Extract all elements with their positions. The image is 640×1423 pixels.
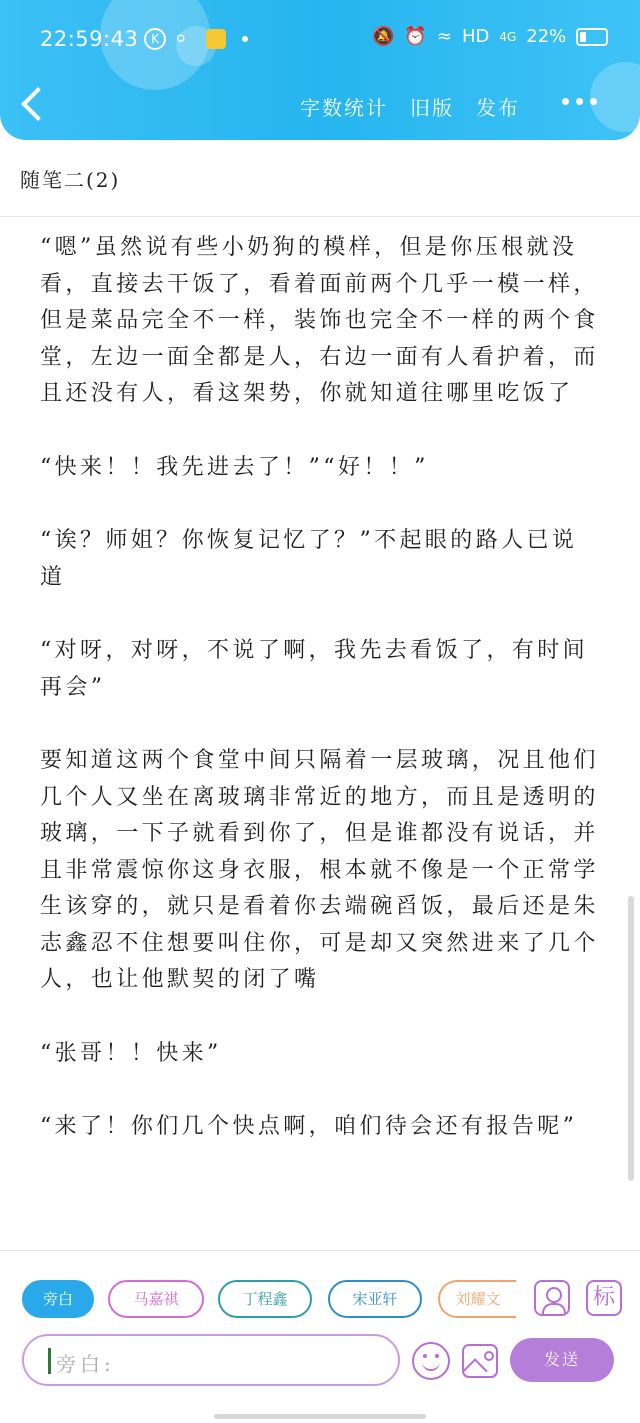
book-app-icon [206,29,226,49]
emoji-icon[interactable] [412,1342,450,1380]
notification-dot-icon [242,36,248,42]
character-chip-narrator[interactable]: 旁白 [22,1280,94,1318]
paragraph: “嗯”虽然说有些小奶狗的模样，但是你压根就没看，直接去干饭了，看着面前两个几乎一模一样，但是菜品完全不一样，装饰也完全不一样的两个食堂，左边一面全都是人，右边一面有人看护着，而且还没有人，看这架势，你就知道往哪里吃饭了 [40,235,599,406]
scrollbar[interactable] [628,896,634,1181]
battery-percent: 22% [526,26,567,47]
app-header [0,0,640,140]
battery-icon [576,28,608,46]
tag-icon[interactable]: 标 [586,1280,622,1316]
mute-bell-icon: 🔕 [372,26,395,47]
home-indicator[interactable] [214,1414,426,1419]
more-menu-icon[interactable] [562,98,597,105]
old-version-button[interactable]: 旧版 [410,96,454,120]
input-placeholder: 旁白: [56,1352,115,1376]
send-button[interactable]: 发送 [510,1338,614,1382]
word-count-button[interactable]: 字数统计 [300,96,388,120]
paragraph: “张哥！！快来” [40,1040,222,1066]
alarm-icon: ⏰ [404,26,427,47]
document-title[interactable]: 随笔二(2) [20,168,121,192]
character-chip-4[interactable]: 刘耀文 [438,1280,516,1318]
character-chip-1[interactable]: 马嘉祺 [108,1280,204,1318]
document-body[interactable] [40,230,600,1183]
paragraph: “快来！！我先进去了！”“好！！” [40,454,429,480]
divider [0,216,640,217]
paragraph: “对呀，对呀，不说了啊，我先去看饭了，有时间再会” [40,638,589,700]
text-cursor [48,1348,51,1374]
network-label: 4G [499,29,517,44]
status-time: 22:59:43 [40,27,139,51]
decor-bubble [590,62,640,132]
paragraph: “诶？师姐？你恢复记忆了？”不起眼的路人已说道 [40,528,578,590]
wechat-icon: ⚪ [174,29,188,48]
back-arrow-icon[interactable] [21,87,55,121]
paragraph: 要知道这两个食堂中间只隔着一层玻璃，况且他们几个人又坐在离玻璃非常近的地方，而且是透明的玻璃，一下子就看到你了，但是谁都没有说话，并且非常震惊你这身衣服，根本就不像是一个正常学生该穿的，就只是看着你去端碗舀饭，最后还是朱志鑫忍不住想要叫住你，可是却又突然进来了几个人，也让他默契的闭了嘴 [40,748,599,992]
publish-button[interactable]: 发布 [476,96,520,120]
image-icon[interactable] [462,1344,498,1378]
wifi-icon: ≈ [436,26,452,47]
status-bar [0,20,640,60]
dialogue-input[interactable] [22,1334,400,1386]
character-chip-2[interactable]: 丁程鑫 [218,1280,312,1318]
add-character-icon[interactable] [534,1280,570,1316]
hd-label: HD [461,26,490,47]
paragraph: “来了！你们几个快点啊，咱们待会还有报告呢” [40,1114,578,1139]
k-app-icon: K [144,28,166,50]
character-chip-3[interactable]: 宋亚轩 [328,1280,422,1318]
